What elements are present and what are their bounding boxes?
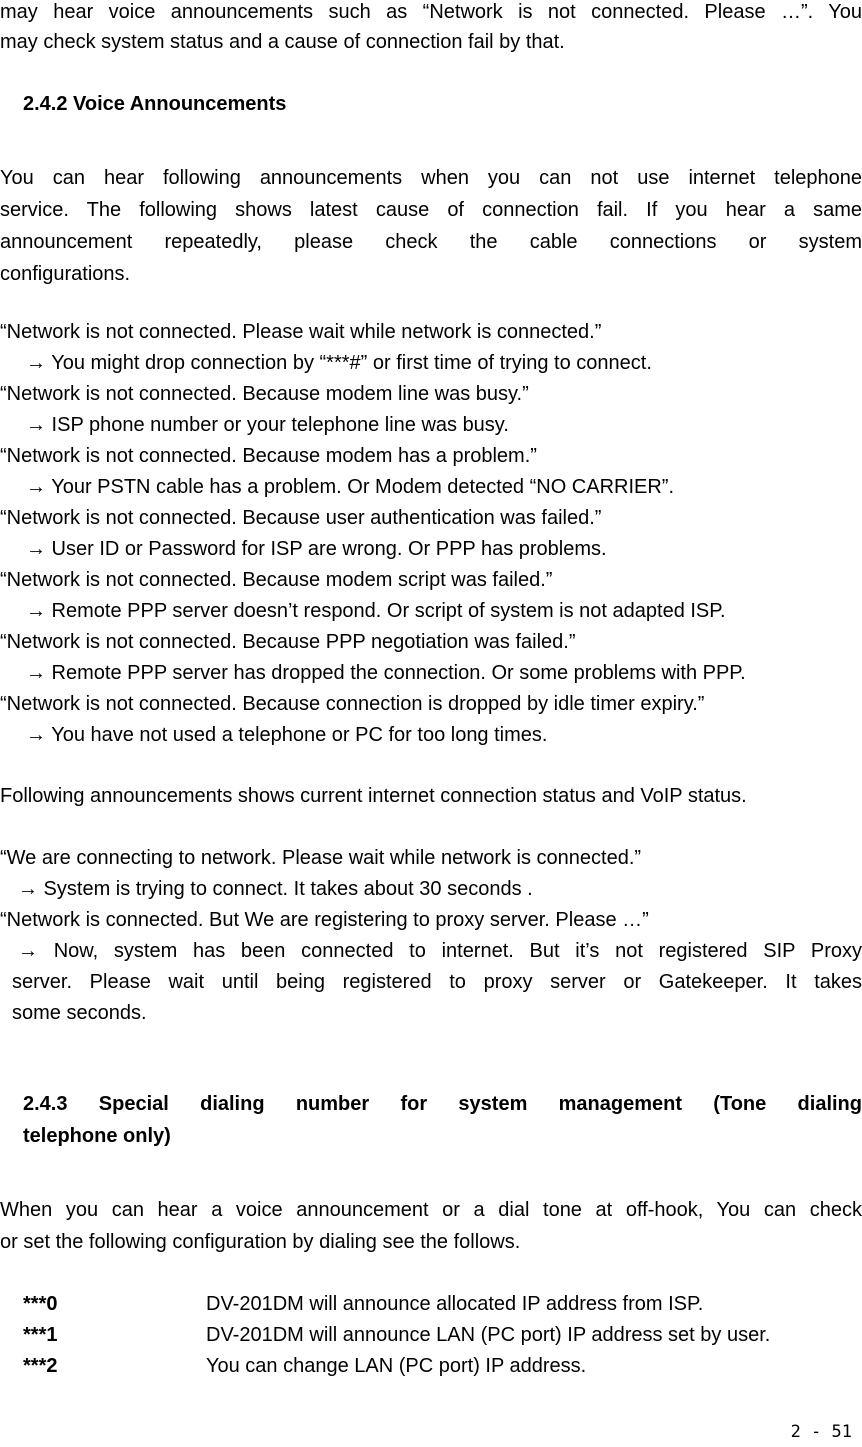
paragraph-line: When you can hear a voice announcement or a dial tone at off-hook, You can check [0, 1199, 862, 1221]
dial-code-description: You can change LAN (PC port) IP address. [206, 1355, 587, 1377]
paragraph-line: service. The following shows latest cause of connection fail. If you hear a same [0, 199, 862, 221]
paragraph-line: configurations. [0, 263, 131, 285]
paragraph-line: announcement repeatedly, please check the cable connections or system [0, 231, 862, 253]
page-number: 2 - 51 [790, 1422, 852, 1442]
announcement-note: → Remote PPP server has dropped the connection. Or some problems with PPP. [26, 662, 746, 684]
paragraph-line: You can hear following announcements when you can not use internet telephone [0, 167, 862, 189]
announcement-note: → ISP phone number or your telephone line was busy. [26, 414, 509, 436]
status-message: “Network is connected. But We are registering to proxy server. Please …” [0, 909, 649, 931]
status-message: “We are connecting to network. Please wait while network is connected.” [0, 847, 642, 869]
status-note: → Now, system has been connected to internet. But it’s not registered SIP Proxy [18, 940, 862, 962]
status-note: → System is trying to connect. It takes about 30 seconds . [18, 878, 533, 900]
announcement-note: → You might drop connection by “***#” or first time of trying to connect. [26, 352, 652, 374]
announcement-message: “Network is not connected. Please wait while network is connected.” [0, 321, 602, 343]
announcement-message: “Network is not connected. Because modem line was busy.” [0, 383, 529, 405]
intro-line-1: may hear voice announcements such as “Network is not connected. Please …”. You [0, 1, 862, 23]
announcement-message: “Network is not connected. Because PPP negotiation was failed.” [0, 631, 576, 653]
dial-code: ***2 [23, 1355, 58, 1377]
section-heading-2-4-2: 2.4.2 Voice Announcements [23, 93, 287, 115]
section-heading-2-4-3: 2.4.3 Special dialing number for system management (Tone dialing [23, 1093, 862, 1115]
announcement-message: “Network is not connected. Because modem script was failed.” [0, 569, 553, 591]
section-heading-2-4-3-cont: telephone only) [23, 1125, 171, 1147]
dial-code-description: DV-201DM will announce LAN (PC port) IP address set by user. [206, 1324, 771, 1346]
announcement-note: → User ID or Password for ISP are wrong. Or PPP has problems. [26, 538, 607, 560]
announcement-note: → Remote PPP server doesn’t respond. Or script of system is not adapted ISP. [26, 600, 726, 622]
paragraph-line: or set the following configuration by dialing see the follows. [0, 1231, 521, 1253]
dial-code: ***0 [23, 1293, 58, 1315]
intro-line-2: may check system status and a cause of connection fail by that. [0, 31, 565, 53]
announcement-note: → You have not used a telephone or PC for too long times. [26, 724, 548, 746]
dial-code: ***1 [23, 1324, 58, 1346]
announcement-note: → Your PSTN cable has a problem. Or Modem detected “NO CARRIER”. [26, 476, 675, 498]
announcement-message: “Network is not connected. Because connection is dropped by idle timer expiry.” [0, 693, 705, 715]
announcement-message: “Network is not connected. Because modem has a problem.” [0, 445, 537, 467]
status-note: some seconds. [12, 1002, 147, 1024]
status-note: server. Please wait until being registered to proxy server or Gatekeeper. It takes [12, 971, 862, 993]
status-intro: Following announcements shows current internet connection status and VoIP status. [0, 785, 747, 807]
dial-code-description: DV-201DM will announce allocated IP address from ISP. [206, 1293, 704, 1315]
announcement-message: “Network is not connected. Because user authentication was failed.” [0, 507, 602, 529]
